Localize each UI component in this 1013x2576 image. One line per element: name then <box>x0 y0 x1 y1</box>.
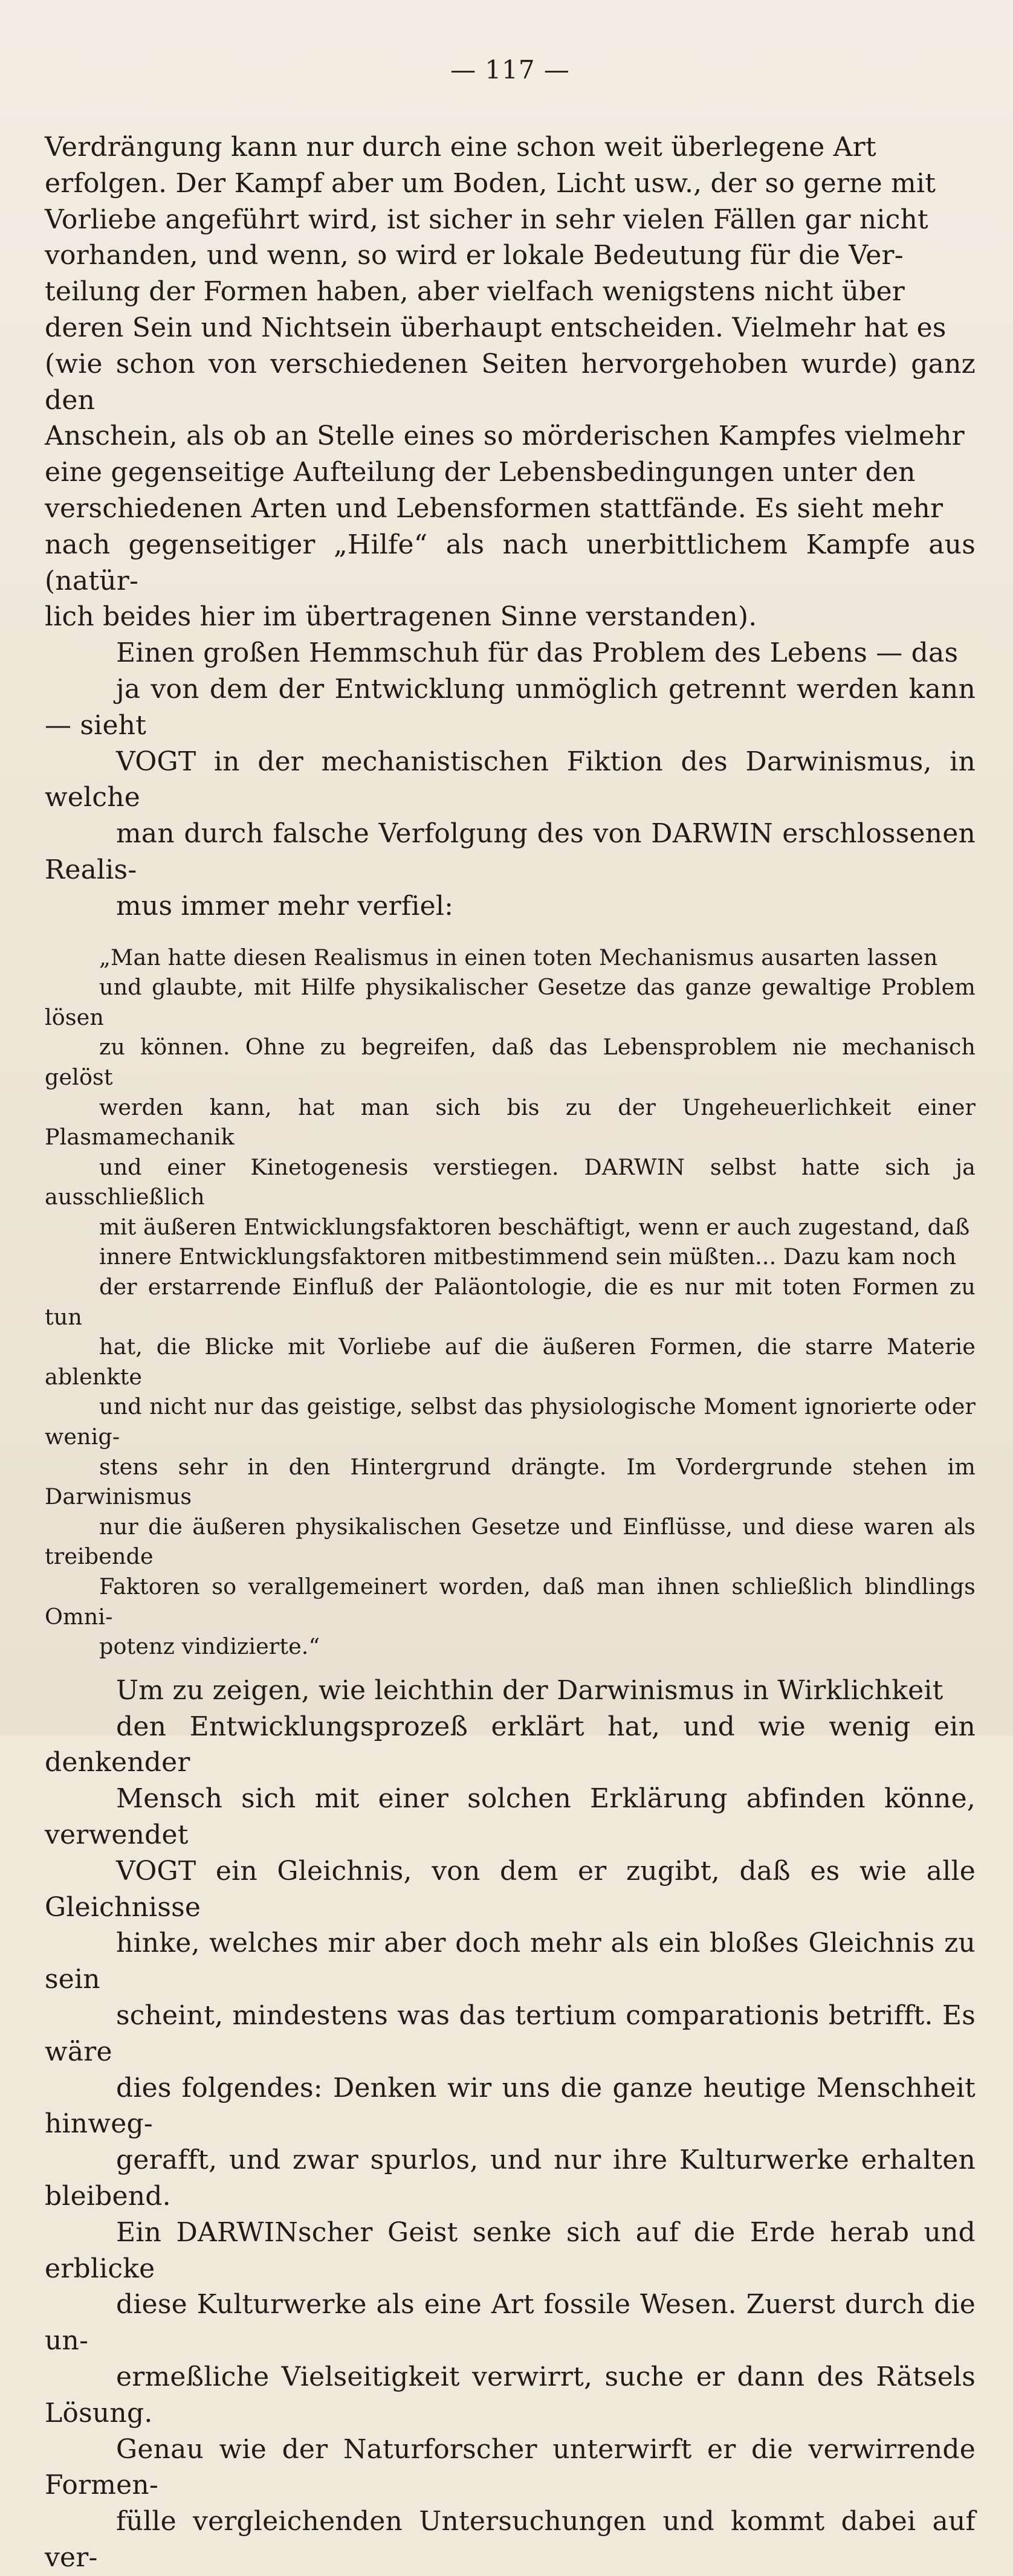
paragraph-2 <box>45 635 976 924</box>
quote-line: hat, die Blicke mit Vorliebe auf die äußeren Formen, die starre Materie ablenkte <box>45 1334 976 1390</box>
text-line: mus immer mehr verfiel: <box>116 890 454 922</box>
text-line: man durch falsche Verfolgung des von DARWIN erschlossenen Realis- <box>45 818 976 885</box>
text-line: nach gegenseitiger „Hilfe“ als nach unerbittlichem Kampfe aus (natür- <box>45 529 976 596</box>
text-line: lich beides hier im übertragenen Sinne verstanden). <box>45 601 757 633</box>
quote-line: stens sehr in den Hintergrund drängte. Im Vordergrunde stehen im Darwinismus <box>45 1453 976 1510</box>
text-line: ermeßliche Vielseitigkeit verwirrt, suche er dann des Rätsels Lösung. <box>45 2361 976 2429</box>
text-line: scheint, mindestens was das tertium comparationis betrifft. Es wäre <box>45 2000 976 2067</box>
paragraph-3 <box>45 1673 976 2576</box>
quote-line: der erstarrende Einfluß der Paläontologie, die es nur mit toten Formen zu tun <box>45 1274 976 1330</box>
text-line: Ein DARWINscher Geist senke sich auf die Erde herab und erblicke <box>45 2216 976 2284</box>
text-line: eine gegenseitige Aufteilung der Lebensbedingungen unter den <box>45 457 916 488</box>
text-line: fülle vergleichenden Untersuchungen und kommt dabei auf ver- <box>45 2506 976 2573</box>
quote-line: werden kann, hat man sich bis zu der Ungeheuerlichkeit einer Plasmamechanik <box>45 1094 976 1151</box>
text-line: vorhanden, und wenn, so wird er lokale Bedeutung für die Ver- <box>45 240 904 271</box>
quote-line: mit äußeren Entwicklungsfaktoren beschäftigt, wenn er auch zugestand, daß <box>99 1213 970 1240</box>
text-line: gerafft, und zwar spurlos, und nur ihre Kulturwerke erhalten bleibend. <box>45 2145 976 2212</box>
quote-line: Faktoren so verallgemeinert worden, daß man ihnen schließlich blindlings Omni- <box>45 1574 976 1630</box>
text-line: erfolgen. Der Kampf aber um Boden, Licht usw., der so gerne mit <box>45 167 936 199</box>
page-number: — 117 — <box>450 55 570 85</box>
text-line: VOGT ein Gleichnis, von dem er zugibt, daß es wie alle Gleichnisse <box>45 1855 976 1923</box>
text-line: Mensch sich mit einer solchen Erklärung abfinden könne, verwendet <box>45 1783 976 1850</box>
quote-line: potenz vindizierte.“ <box>99 1633 320 1660</box>
text-line: Verdrängung kann nur durch eine schon weit überlegene Art <box>45 132 876 163</box>
text-line: ja von dem der Entwicklung unmöglich getrennt werden kann — sieht <box>45 673 976 741</box>
paragraph-1 <box>45 129 976 635</box>
text-line: deren Sein und Nichtsein überhaupt entscheiden. Vielmehr hat es <box>45 312 947 343</box>
text-line: verschiedenen Arten und Lebensformen stattfände. Es sieht mehr <box>45 492 943 524</box>
text-line: diese Kulturwerke als eine Art fossile Wesen. Zuerst durch die un- <box>45 2289 976 2357</box>
quote-line: und glaubte, mit Hilfe physikalischer Gesetze das ganze gewaltige Problem lösen <box>45 974 976 1030</box>
text-line: Einen großen Hemmschuh für das Problem des Lebens — das <box>116 638 959 669</box>
text-line: Genau wie der Naturforscher unterwirft er die verwirrende Formen- <box>45 2433 976 2501</box>
quote-line: zu können. Ohne zu begreifen, daß das Lebensproblem nie mechanisch gelöst <box>45 1034 976 1090</box>
quote-line: „Man hatte diesen Realismus in einen toten Mechanismus ausarten lassen <box>99 944 938 970</box>
block-quote <box>45 943 976 1662</box>
quote-line: und einer Kinetogenesis verstiegen. DARWIN selbst hatte sich ja ausschließlich <box>45 1154 976 1210</box>
quote-line: und nicht nur das geistige, selbst das physiologische Moment ignorierte oder wenig- <box>45 1393 976 1450</box>
text-line: Um zu zeigen, wie leichthin der Darwinismus in Wirklichkeit <box>116 1674 943 1706</box>
text-line: VOGT in der mechanistischen Fiktion des Darwinismus, in welche <box>45 746 976 813</box>
text-line: Anschein, als ob an Stelle eines so mörderischen Kampfes vielmehr <box>45 421 965 452</box>
text-line: dies folgendes: Denken wir uns die ganze heutige Menschheit hinweg- <box>45 2072 976 2140</box>
text-line: den Entwicklungsprozeß erklärt hat, und wie wenig ein denkender <box>45 1711 976 1778</box>
text-line: hinke, welches mir aber doch mehr als ein bloßes Gleichnis zu sein <box>45 1928 976 1995</box>
text-line: teilung der Formen haben, aber vielfach wenigstens nicht über <box>45 276 905 308</box>
quote-line: nur die äußeren physikalischen Gesetze und Einflüsse, und diese waren als treibende <box>45 1513 976 1570</box>
text-line: (wie schon von verschiedenen Seiten hervorgehoben wurde) ganz den <box>45 348 976 416</box>
quote-line: innere Entwicklungsfaktoren mitbestimmend sein müßten... Dazu kam noch <box>99 1244 957 1270</box>
text-line: Vorliebe angeführt wird, ist sicher in sehr vielen Fällen gar nicht <box>45 204 928 235</box>
